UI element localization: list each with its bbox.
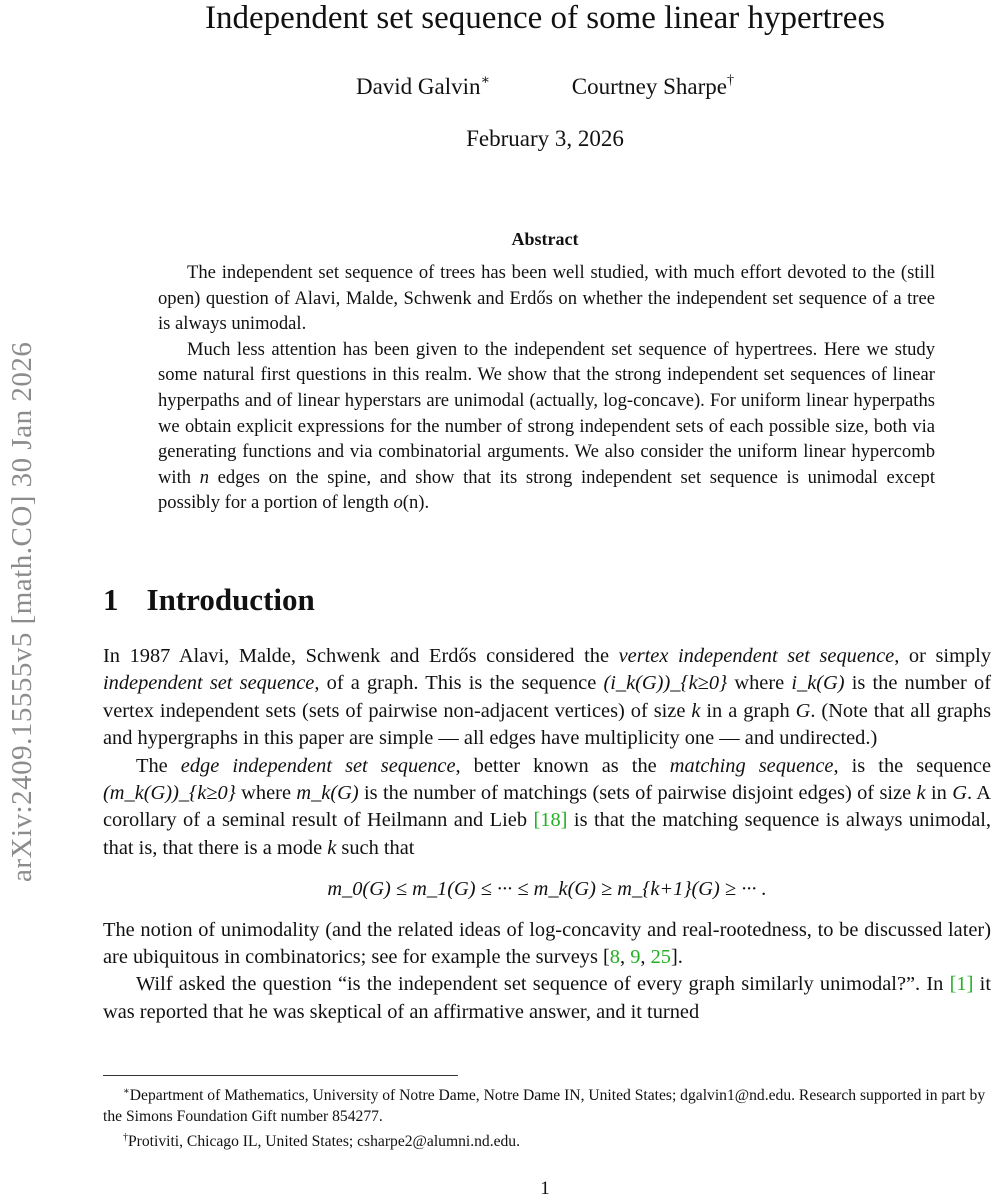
- author-galvin: [356, 72, 490, 100]
- author-footnote-mark[interactable]: †: [727, 73, 735, 88]
- author-name: David Galvin: [355, 74, 481, 99]
- footnote-affiliation-galvin: ∗Department of Mathematics, University of Notre Dame, Notre Dame IN, United States; dgalvin1@nd.edu. Research supported in part by the Simons Foundation Gift number 854277.: [103, 1086, 986, 1125]
- citation-link[interactable]: 25: [650, 946, 671, 969]
- citation-link[interactable]: [18]: [533, 809, 568, 832]
- footnote-divider: [103, 1075, 458, 1076]
- math-var: o: [393, 492, 403, 514]
- footnotes: [103, 1081, 991, 1152]
- math-var: k: [691, 699, 701, 722]
- body-paragraph: In 1987 Alavi, Malde, Schwenk and Erdős considered the vertex independent set sequence, or simply independent set sequence, of a graph. This is the sequence (i_k(G))_{k≥0} where i_k(G) is the number of vertex independent sets (sets of pairwise non-adjacent vertices) of size k in a graph G. (Note that all graphs and hypergraphs in this paper are simple — all edges have multiplicity one — and undirected.): [103, 645, 992, 750]
- section-number: 1: [103, 582, 119, 617]
- math-var: k: [916, 782, 926, 805]
- abstract-heading: Abstract: [511, 229, 579, 249]
- author-list: [0, 72, 993, 100]
- abstract-body: [158, 260, 935, 516]
- math-inline: (i_k(G))_{k≥0}: [603, 672, 728, 695]
- body-paragraph: The edge independent set sequence, better known as the matching sequence, is the sequence (m_k(G))_{k≥0} where m_k(G) is the number of matchings (sets of pairwise disjoint edges) of size k in G. A corollary of a seminal result of Heilmann and Lieb [18] is that the matching sequence is always unimodal, that is, that there is a mode k such that: [103, 754, 992, 859]
- abstract-paragraph: The independent set sequence of trees has been well studied, with much effort devoted to the (still open) question of Alavi, Malde, Schwenk and Erdős on whether the independent set sequence of a tree is always unimodal.: [158, 262, 935, 335]
- citation-link[interactable]: [1]: [949, 973, 974, 996]
- math-inline: (m_k(G))_{k≥0}: [103, 782, 236, 805]
- footnote-affiliation-sharpe: †Protiviti, Chicago IL, United States; csharpe2@alumni.nd.edu.: [123, 1132, 521, 1150]
- citation-link[interactable]: 9: [630, 946, 641, 969]
- arxiv-identifier-stamp: arXiv:2409.15555v5 [math.CO] 30 Jan 2026: [6, 341, 38, 882]
- section-title-text: Introduction: [146, 582, 315, 617]
- math-inline: m_k(G): [296, 782, 359, 805]
- page-number: 1: [540, 1178, 550, 1199]
- author-sharpe: [572, 73, 734, 100]
- footnote-mark: †: [123, 1132, 128, 1143]
- abstract-paragraph: Much less attention has been given to the independent set sequence of hypertrees. Here we study some natural first questions in this realm. We show that the strong independent set sequences of linear hyperpaths and of linear hyperstars are unimodal (actually, log-concave). For uniform linear hyperpaths we obtain explicit expressions for the number of strong independent sets of each possible size, both via generating functions and via combinatorial arguments. We also consider the uniform linear hypercomb with n edges on the spine, and show that its strong independent set sequence is unimodal except possibly for a portion of length o(n).: [158, 338, 935, 514]
- section-body: [103, 643, 991, 1026]
- math-var: k: [327, 836, 337, 859]
- math-arg: (n): [402, 492, 425, 514]
- body-paragraph: Wilf asked the question “is the independent set sequence of every graph similarly unimodal?”. In [1] it was reported that he was skeptical of an affirmative answer, and it turned: [103, 973, 991, 1023]
- math-var: G: [952, 782, 967, 805]
- math-inline: i_k(G): [791, 672, 845, 695]
- author-name: Courtney Sharpe: [571, 74, 728, 99]
- display-equation: m_0(G) ≤ m_1(G) ≤ ··· ≤ m_k(G) ≥ m_{k+1}(G) ≥ ··· .: [327, 878, 767, 901]
- paper-date: February 3, 2026: [466, 126, 624, 151]
- citation-link[interactable]: 8: [609, 946, 620, 969]
- section-heading: [103, 582, 315, 618]
- math-var: n: [199, 466, 209, 488]
- math-var: G: [795, 699, 811, 722]
- body-paragraph: The notion of unimodality (and the related ideas of log-concavity and real-rootedness, to be discussed later) are ubiquitous in combinatorics; see for example the surveys [8, 9, 25].: [103, 918, 991, 969]
- paper-title: Independent set sequence of some linear hypertrees: [205, 0, 885, 36]
- footnote-mark: ∗: [123, 1086, 130, 1097]
- author-footnote-mark[interactable]: ∗: [480, 73, 491, 88]
